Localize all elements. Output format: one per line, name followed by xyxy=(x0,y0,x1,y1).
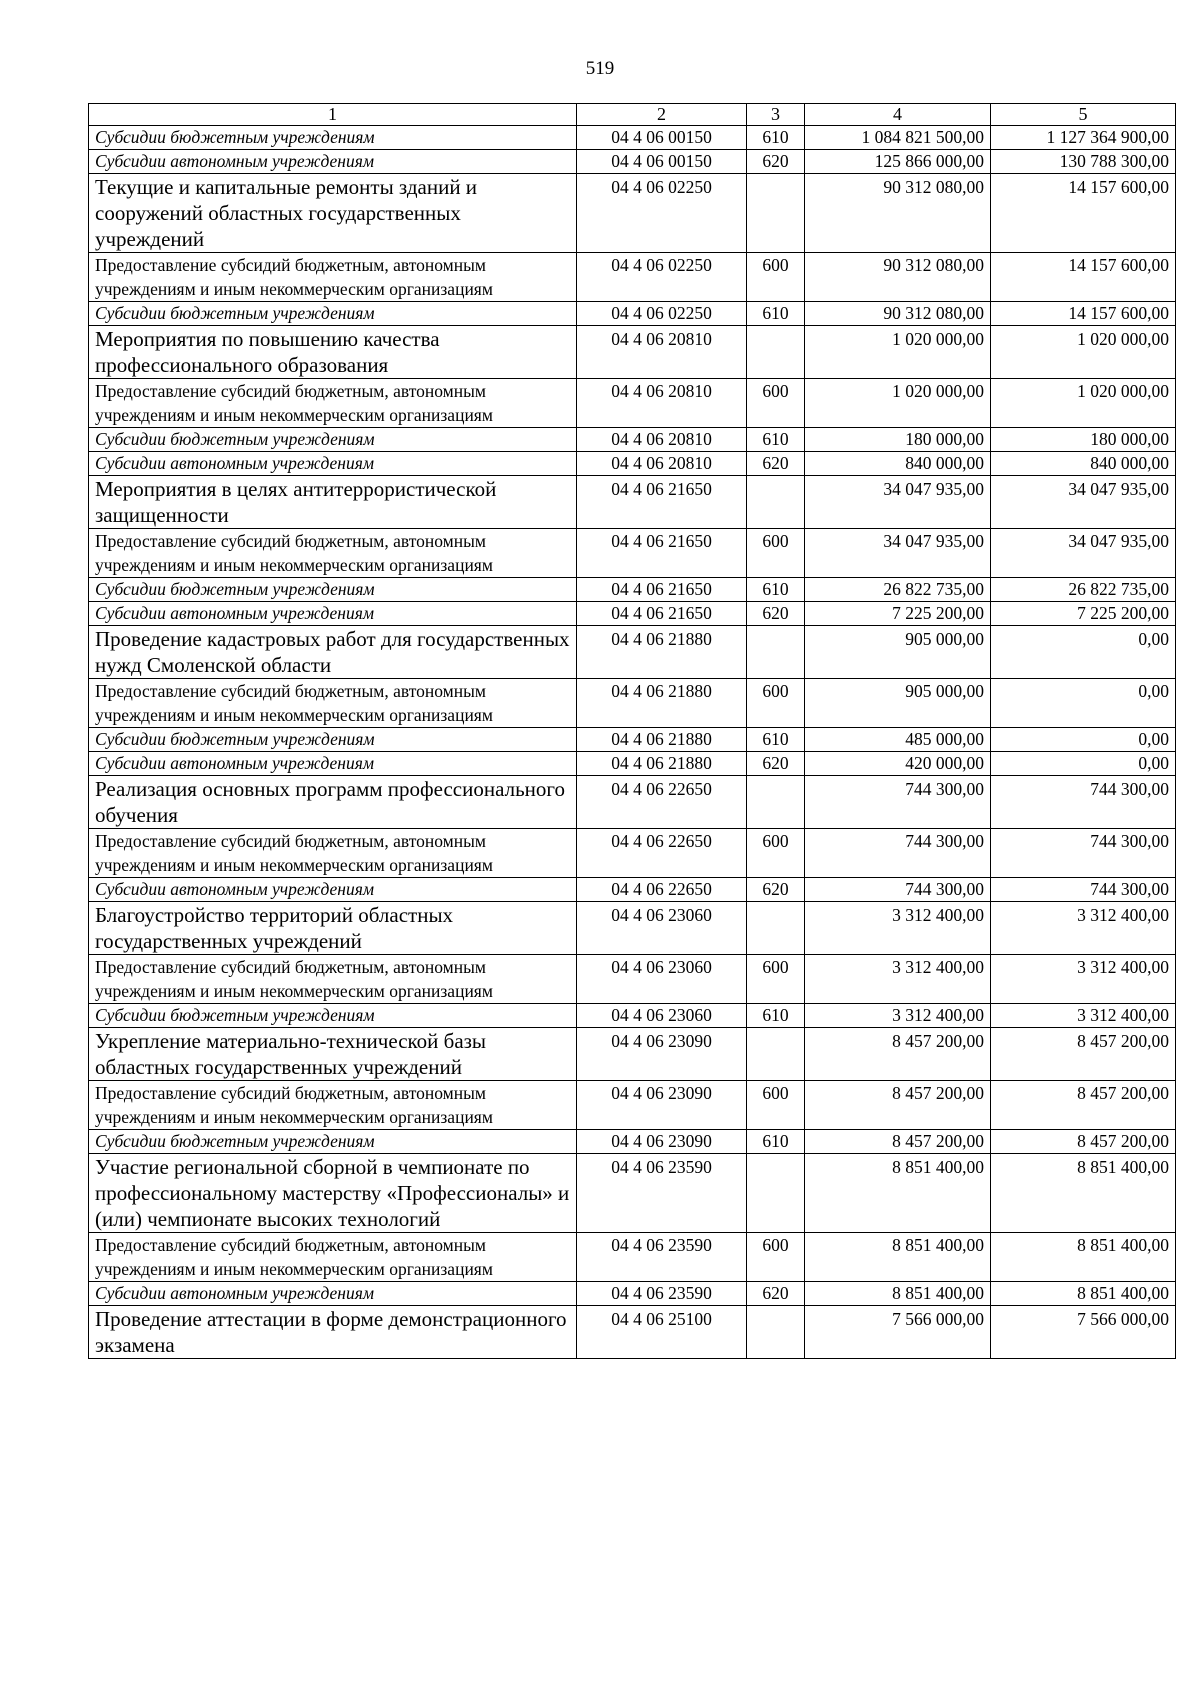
cell-vr: 620 xyxy=(747,1282,805,1306)
table-row xyxy=(89,529,1176,578)
cell-code: 04 4 06 21650 xyxy=(577,529,747,578)
cell-code: 04 4 06 00150 xyxy=(577,126,747,150)
table-row xyxy=(89,679,1176,728)
cell-sum-year1: 180 000,00 xyxy=(805,428,991,452)
cell-sum-year1: 420 000,00 xyxy=(805,752,991,776)
table-row xyxy=(89,1282,1176,1306)
cell-sum-year1: 90 312 080,00 xyxy=(805,253,991,302)
cell-name: Субсидии автономным учреждениям xyxy=(89,452,577,476)
header-row xyxy=(89,104,1176,126)
cell-sum-year2: 8 457 200,00 xyxy=(991,1028,1176,1081)
cell-name: Предоставление субсидий бюджетным, автономным учреждениям и иным некоммерческим организациям xyxy=(89,679,577,728)
table-row xyxy=(89,1233,1176,1282)
table-row xyxy=(89,728,1176,752)
cell-vr: 600 xyxy=(747,679,805,728)
cell-code: 04 4 06 21650 xyxy=(577,476,747,529)
table-row xyxy=(89,955,1176,1004)
table-row xyxy=(89,379,1176,428)
cell-vr: 620 xyxy=(747,452,805,476)
cell-sum-year2: 26 822 735,00 xyxy=(991,578,1176,602)
cell-sum-year1: 8 457 200,00 xyxy=(805,1130,991,1154)
cell-vr: 610 xyxy=(747,578,805,602)
cell-code: 04 4 06 23590 xyxy=(577,1233,747,1282)
table-row xyxy=(89,626,1176,679)
cell-name: Благоустройство территорий областных государственных учреждений xyxy=(89,902,577,955)
cell-vr: 600 xyxy=(747,379,805,428)
cell-sum-year2: 7 225 200,00 xyxy=(991,602,1176,626)
cell-vr xyxy=(747,326,805,379)
cell-sum-year2: 8 851 400,00 xyxy=(991,1233,1176,1282)
cell-sum-year2: 1 020 000,00 xyxy=(991,379,1176,428)
header-cell-sum2: 5 xyxy=(991,104,1176,126)
cell-code: 04 4 06 20810 xyxy=(577,452,747,476)
table-row xyxy=(89,150,1176,174)
cell-sum-year2: 744 300,00 xyxy=(991,829,1176,878)
cell-sum-year1: 90 312 080,00 xyxy=(805,302,991,326)
table-row xyxy=(89,902,1176,955)
cell-sum-year2: 3 312 400,00 xyxy=(991,955,1176,1004)
cell-sum-year1: 744 300,00 xyxy=(805,776,991,829)
cell-vr xyxy=(747,1306,805,1359)
cell-sum-year1: 7 225 200,00 xyxy=(805,602,991,626)
cell-sum-year1: 744 300,00 xyxy=(805,878,991,902)
cell-vr: 610 xyxy=(747,728,805,752)
cell-sum-year2: 3 312 400,00 xyxy=(991,902,1176,955)
cell-vr: 620 xyxy=(747,878,805,902)
cell-sum-year1: 125 866 000,00 xyxy=(805,150,991,174)
table-row xyxy=(89,174,1176,253)
cell-sum-year2: 1 127 364 900,00 xyxy=(991,126,1176,150)
cell-sum-year1: 1 020 000,00 xyxy=(805,326,991,379)
cell-name: Текущие и капитальные ремонты зданий и сооружений областных государственных учреждений xyxy=(89,174,577,253)
cell-code: 04 4 06 23590 xyxy=(577,1282,747,1306)
cell-sum-year2: 34 047 935,00 xyxy=(991,529,1176,578)
cell-sum-year2: 8 851 400,00 xyxy=(991,1282,1176,1306)
cell-sum-year1: 8 851 400,00 xyxy=(805,1282,991,1306)
cell-vr: 620 xyxy=(747,752,805,776)
cell-name: Проведение кадастровых работ для государственных нужд Смоленской области xyxy=(89,626,577,679)
table-row xyxy=(89,1154,1176,1233)
header-cell-code: 2 xyxy=(577,104,747,126)
cell-code: 04 4 06 20810 xyxy=(577,326,747,379)
cell-sum-year1: 3 312 400,00 xyxy=(805,1004,991,1028)
cell-name: Субсидии бюджетным учреждениям xyxy=(89,126,577,150)
cell-sum-year1: 26 822 735,00 xyxy=(805,578,991,602)
table-row xyxy=(89,1004,1176,1028)
cell-sum-year1: 3 312 400,00 xyxy=(805,902,991,955)
cell-code: 04 4 06 23090 xyxy=(577,1081,747,1130)
cell-code: 04 4 06 23590 xyxy=(577,1154,747,1233)
cell-name: Субсидии автономным учреждениям xyxy=(89,602,577,626)
cell-sum-year2: 840 000,00 xyxy=(991,452,1176,476)
cell-name: Реализация основных программ профессионального обучения xyxy=(89,776,577,829)
cell-name: Предоставление субсидий бюджетным, автономным учреждениям и иным некоммерческим организациям xyxy=(89,1081,577,1130)
cell-name: Проведение аттестации в форме демонстрационного экзамена xyxy=(89,1306,577,1359)
cell-code: 04 4 06 23060 xyxy=(577,1004,747,1028)
cell-vr: 600 xyxy=(747,1081,805,1130)
cell-code: 04 4 06 22650 xyxy=(577,878,747,902)
table-row xyxy=(89,302,1176,326)
cell-vr xyxy=(747,902,805,955)
table-row xyxy=(89,829,1176,878)
cell-code: 04 4 06 02250 xyxy=(577,174,747,253)
cell-sum-year2: 8 457 200,00 xyxy=(991,1130,1176,1154)
cell-sum-year1: 90 312 080,00 xyxy=(805,174,991,253)
cell-vr: 600 xyxy=(747,253,805,302)
cell-code: 04 4 06 02250 xyxy=(577,253,747,302)
cell-code: 04 4 06 21880 xyxy=(577,728,747,752)
cell-sum-year2: 14 157 600,00 xyxy=(991,253,1176,302)
cell-name: Мероприятия в целях антитеррористической защищенности xyxy=(89,476,577,529)
cell-vr: 600 xyxy=(747,955,805,1004)
cell-code: 04 4 06 23090 xyxy=(577,1028,747,1081)
table-row xyxy=(89,752,1176,776)
table-row xyxy=(89,452,1176,476)
cell-code: 04 4 06 23060 xyxy=(577,955,747,1004)
table-row xyxy=(89,602,1176,626)
cell-code: 04 4 06 20810 xyxy=(577,428,747,452)
cell-sum-year2: 0,00 xyxy=(991,679,1176,728)
cell-name: Предоставление субсидий бюджетным, автономным учреждениям и иным некоммерческим организациям xyxy=(89,829,577,878)
cell-code: 04 4 06 23090 xyxy=(577,1130,747,1154)
cell-sum-year1: 3 312 400,00 xyxy=(805,955,991,1004)
cell-sum-year2: 14 157 600,00 xyxy=(991,302,1176,326)
cell-vr xyxy=(747,776,805,829)
cell-code: 04 4 06 02250 xyxy=(577,302,747,326)
cell-vr: 610 xyxy=(747,428,805,452)
cell-sum-year1: 8 457 200,00 xyxy=(805,1081,991,1130)
cell-name: Укрепление материально-технической базы областных государственных учреждений xyxy=(89,1028,577,1081)
table-row xyxy=(89,578,1176,602)
cell-vr xyxy=(747,1154,805,1233)
cell-vr: 620 xyxy=(747,602,805,626)
table-row xyxy=(89,776,1176,829)
cell-sum-year2: 1 020 000,00 xyxy=(991,326,1176,379)
cell-name: Субсидии бюджетным учреждениям xyxy=(89,578,577,602)
cell-vr xyxy=(747,626,805,679)
cell-name: Предоставление субсидий бюджетным, автономным учреждениям и иным некоммерческим организациям xyxy=(89,253,577,302)
cell-sum-year1: 8 457 200,00 xyxy=(805,1028,991,1081)
header-cell-name: 1 xyxy=(89,104,577,126)
cell-name: Субсидии автономным учреждениям xyxy=(89,752,577,776)
cell-sum-year2: 744 300,00 xyxy=(991,878,1176,902)
table-row xyxy=(89,1028,1176,1081)
cell-vr: 600 xyxy=(747,1233,805,1282)
cell-name: Субсидии автономным учреждениям xyxy=(89,150,577,174)
cell-vr: 610 xyxy=(747,1130,805,1154)
cell-sum-year1: 905 000,00 xyxy=(805,679,991,728)
cell-code: 04 4 06 20810 xyxy=(577,379,747,428)
cell-name: Предоставление субсидий бюджетным, автономным учреждениям и иным некоммерческим организациям xyxy=(89,1233,577,1282)
table-row xyxy=(89,126,1176,150)
cell-vr xyxy=(747,174,805,253)
table-row xyxy=(89,1081,1176,1130)
cell-name: Субсидии бюджетным учреждениям xyxy=(89,728,577,752)
cell-sum-year2: 744 300,00 xyxy=(991,776,1176,829)
cell-code: 04 4 06 23060 xyxy=(577,902,747,955)
cell-code: 04 4 06 21880 xyxy=(577,626,747,679)
cell-sum-year1: 8 851 400,00 xyxy=(805,1154,991,1233)
cell-sum-year1: 1 084 821 500,00 xyxy=(805,126,991,150)
cell-name: Субсидии автономным учреждениям xyxy=(89,878,577,902)
cell-name: Субсидии автономным учреждениям xyxy=(89,1282,577,1306)
cell-code: 04 4 06 21650 xyxy=(577,602,747,626)
cell-vr: 610 xyxy=(747,302,805,326)
cell-sum-year1: 34 047 935,00 xyxy=(805,529,991,578)
cell-name: Субсидии бюджетным учреждениям xyxy=(89,1004,577,1028)
table-row xyxy=(89,428,1176,452)
cell-code: 04 4 06 21650 xyxy=(577,578,747,602)
cell-name: Субсидии бюджетным учреждениям xyxy=(89,302,577,326)
cell-code: 04 4 06 21880 xyxy=(577,679,747,728)
table-row xyxy=(89,326,1176,379)
table-row xyxy=(89,1306,1176,1359)
cell-vr xyxy=(747,1028,805,1081)
cell-sum-year2: 0,00 xyxy=(991,752,1176,776)
cell-name: Участие региональной сборной в чемпионате по профессиональному мастерству «Профессионалы» и (или) чемпионате высоких технологий xyxy=(89,1154,577,1233)
page-number: 519 xyxy=(585,58,615,79)
cell-sum-year1: 1 020 000,00 xyxy=(805,379,991,428)
header-cell-vr: 3 xyxy=(747,104,805,126)
cell-code: 04 4 06 22650 xyxy=(577,829,747,878)
cell-code: 04 4 06 22650 xyxy=(577,776,747,829)
cell-code: 04 4 06 00150 xyxy=(577,150,747,174)
cell-vr: 600 xyxy=(747,529,805,578)
cell-sum-year1: 34 047 935,00 xyxy=(805,476,991,529)
table-row xyxy=(89,1130,1176,1154)
cell-name: Предоставление субсидий бюджетным, автономным учреждениям и иным некоммерческим организациям xyxy=(89,379,577,428)
cell-name: Субсидии бюджетным учреждениям xyxy=(89,428,577,452)
cell-sum-year1: 905 000,00 xyxy=(805,626,991,679)
cell-name: Субсидии бюджетным учреждениям xyxy=(89,1130,577,1154)
cell-sum-year2: 8 851 400,00 xyxy=(991,1154,1176,1233)
cell-vr: 610 xyxy=(747,126,805,150)
cell-vr: 600 xyxy=(747,829,805,878)
cell-vr: 620 xyxy=(747,150,805,174)
cell-sum-year2: 7 566 000,00 xyxy=(991,1306,1176,1359)
cell-sum-year2: 0,00 xyxy=(991,728,1176,752)
table-body xyxy=(89,126,1176,1359)
cell-sum-year1: 744 300,00 xyxy=(805,829,991,878)
cell-vr xyxy=(747,476,805,529)
cell-sum-year2: 0,00 xyxy=(991,626,1176,679)
cell-sum-year2: 34 047 935,00 xyxy=(991,476,1176,529)
cell-sum-year1: 8 851 400,00 xyxy=(805,1233,991,1282)
cell-vr: 610 xyxy=(747,1004,805,1028)
cell-name: Предоставление субсидий бюджетным, автономным учреждениям и иным некоммерческим организациям xyxy=(89,955,577,1004)
cell-sum-year2: 14 157 600,00 xyxy=(991,174,1176,253)
table-row xyxy=(89,253,1176,302)
cell-sum-year1: 7 566 000,00 xyxy=(805,1306,991,1359)
table-row xyxy=(89,476,1176,529)
cell-sum-year2: 130 788 300,00 xyxy=(991,150,1176,174)
cell-name: Мероприятия по повышению качества профессионального образования xyxy=(89,326,577,379)
header-cell-sum1: 4 xyxy=(805,104,991,126)
cell-sum-year1: 840 000,00 xyxy=(805,452,991,476)
budget-table xyxy=(88,103,1176,1359)
cell-sum-year1: 485 000,00 xyxy=(805,728,991,752)
table-row xyxy=(89,878,1176,902)
cell-code: 04 4 06 25100 xyxy=(577,1306,747,1359)
cell-sum-year2: 180 000,00 xyxy=(991,428,1176,452)
cell-code: 04 4 06 21880 xyxy=(577,752,747,776)
cell-sum-year2: 8 457 200,00 xyxy=(991,1081,1176,1130)
cell-name: Предоставление субсидий бюджетным, автономным учреждениям и иным некоммерческим организациям xyxy=(89,529,577,578)
cell-sum-year2: 3 312 400,00 xyxy=(991,1004,1176,1028)
